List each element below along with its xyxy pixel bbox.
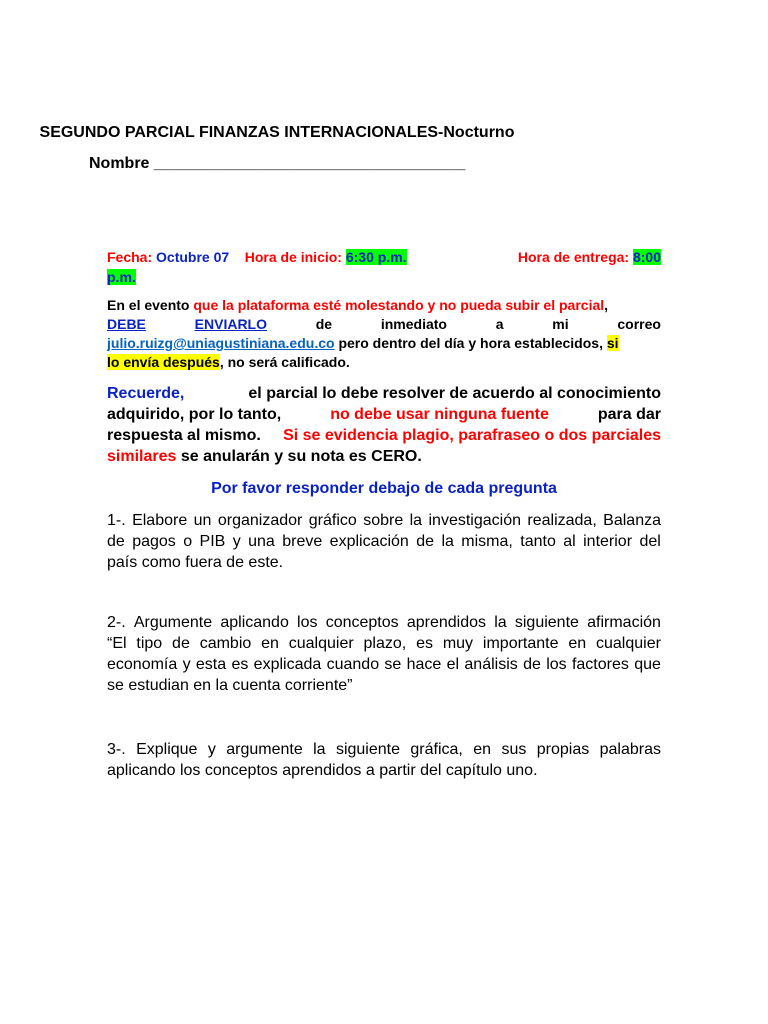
- word: y: [207, 741, 216, 758]
- notice-debe: DEBE: [107, 316, 146, 332]
- word: una: [248, 533, 275, 550]
- word: investigación: [428, 512, 521, 529]
- entrega-value: 8:00: [632, 249, 661, 265]
- entrega-label: Hora de entrega:: [517, 249, 630, 265]
- notice-comma: ,: [604, 297, 609, 313]
- word: en: [261, 635, 279, 652]
- name-blank[interactable]: ___________________________________: [153, 155, 466, 172]
- question-line: [107, 612, 661, 633]
- word: aplicando: [220, 614, 289, 631]
- reminder-text: para dar: [597, 406, 661, 423]
- question-2: [107, 612, 661, 696]
- notice-text: pero dentro del día y hora establecidos,: [334, 335, 607, 351]
- word: tipo: [136, 635, 163, 652]
- word: realizada,: [527, 512, 597, 529]
- word: de: [416, 533, 435, 550]
- question-line: país como fuera de este.: [107, 554, 284, 571]
- word: se: [384, 656, 402, 673]
- word: y: [182, 656, 191, 673]
- word: es: [416, 635, 433, 652]
- question-line: [107, 633, 661, 654]
- word: el: [446, 656, 460, 673]
- fecha-value: Octubre 07: [156, 249, 230, 265]
- notice-word: correo: [617, 316, 661, 332]
- word: los: [297, 614, 318, 631]
- word: del: [639, 533, 661, 550]
- word: de: [107, 533, 125, 550]
- reminder-text: se anularán y su nota es CERO.: [176, 448, 422, 465]
- word: la: [494, 614, 507, 631]
- word: la: [313, 741, 326, 758]
- word: y: [232, 533, 241, 550]
- word: explicación: [329, 533, 409, 550]
- question-line: [107, 739, 661, 760]
- question-line: [107, 510, 661, 531]
- word: hace: [406, 656, 442, 673]
- word: PIB: [199, 533, 226, 550]
- word: 3-.: [107, 741, 126, 758]
- word: análisis: [464, 656, 518, 673]
- word: factores: [571, 656, 629, 673]
- word: conceptos: [325, 614, 399, 631]
- notice-word: mi: [552, 316, 569, 332]
- word: que: [634, 656, 661, 673]
- word: gráfica,: [410, 741, 463, 758]
- word: argumente: [226, 741, 303, 758]
- word: cualquier: [595, 635, 661, 652]
- word: misma,: [461, 533, 513, 550]
- word: palabras: [599, 741, 661, 758]
- question-line: se estudian en la cuenta corriente”: [107, 677, 353, 694]
- inicio-label: Hora de inicio:: [244, 249, 342, 265]
- word: la: [441, 533, 454, 550]
- word: Explique: [136, 741, 198, 758]
- word: aprendidos: [406, 614, 487, 631]
- notice-highlight: lo envía después: [107, 354, 220, 370]
- question-3: [107, 739, 661, 781]
- notice-text: , no será calificado.: [219, 354, 350, 370]
- word: gráfico: [308, 512, 357, 529]
- word: Balanza: [603, 512, 661, 529]
- word: muy: [442, 635, 474, 652]
- question-line: [107, 531, 661, 552]
- fecha-label: Fecha:: [107, 249, 153, 265]
- reminder-text: el parcial lo debe resolver de acuerdo al conocimiento: [248, 385, 661, 402]
- instruction-heading: Por favor responder debajo de cada pregunta: [211, 480, 557, 497]
- reminder-text: adquirido, por lo tanto,: [107, 406, 282, 423]
- reminder-paragraph: [107, 383, 661, 467]
- word: “El: [107, 635, 127, 652]
- word: pagos: [132, 533, 176, 550]
- word: importante: [482, 635, 559, 652]
- word: o: [183, 533, 193, 550]
- email-link[interactable]: julio.ruizg@uniagustiniana.edu.co: [107, 335, 335, 351]
- notice-enviarlo: ENVIARLO: [194, 316, 267, 332]
- reminder-lead: Recuerde,: [107, 385, 185, 402]
- word: 2-.: [107, 614, 126, 631]
- word: siguiente: [335, 741, 400, 758]
- word: interior: [583, 533, 633, 550]
- word: economía: [107, 656, 178, 673]
- word: explicada: [253, 656, 322, 673]
- word: un: [193, 512, 212, 529]
- word: es: [231, 656, 249, 673]
- word: los: [546, 656, 567, 673]
- reminder-warning: Si se evidencia plagio, parafraseo o dos parciales: [283, 427, 661, 444]
- word: 1-.: [107, 512, 126, 529]
- word: afirmación: [587, 614, 661, 631]
- exam-meta: [107, 247, 661, 287]
- inicio-value: 6:30 p.m.: [345, 249, 407, 265]
- question-line: aplicando los conceptos aprendidos a partir del capítulo uno.: [107, 762, 538, 779]
- notice-warning: que la plataforma esté molestando y no pueda subir el parcial: [193, 297, 605, 313]
- word: al: [563, 533, 576, 550]
- reminder-text: respuesta al mismo.: [107, 427, 261, 444]
- word: esta: [195, 656, 227, 673]
- word: de: [523, 656, 541, 673]
- notice-word: inmediato: [380, 316, 447, 332]
- word: de: [172, 635, 190, 652]
- word: Argumente: [133, 614, 213, 631]
- word: siguiente: [514, 614, 579, 631]
- word: sobre: [363, 512, 404, 529]
- word: sus: [501, 741, 527, 758]
- question-line: [107, 654, 661, 675]
- submission-notice: [107, 296, 661, 372]
- name-field-line: [89, 155, 569, 173]
- notice-word: a: [495, 316, 504, 332]
- reminder-warning: similares: [107, 448, 177, 465]
- document-title: SEGUNDO PARCIAL FINANZAS INTERNACIONALES-Nocturno: [39, 124, 515, 141]
- name-label: Nombre: [89, 155, 150, 172]
- word: cambio: [199, 635, 252, 652]
- word: Elabore: [132, 512, 188, 529]
- word: organizador: [217, 512, 303, 529]
- notice-text: En el evento: [107, 297, 194, 313]
- question-1: [107, 510, 661, 573]
- word: tanto: [520, 533, 556, 550]
- word: breve: [282, 533, 323, 550]
- entrega-value-cont: p.m.: [107, 269, 136, 285]
- word: en: [568, 635, 587, 652]
- notice-word: de: [315, 316, 333, 332]
- word: propias: [536, 741, 590, 758]
- word: cuando: [326, 656, 380, 673]
- word: cualquier: [288, 635, 354, 652]
- reminder-warning: no debe usar ninguna fuente: [330, 406, 549, 423]
- word: plazo,: [363, 635, 407, 652]
- word: en: [473, 741, 492, 758]
- word: la: [409, 512, 423, 529]
- notice-highlight: si: [606, 335, 619, 351]
